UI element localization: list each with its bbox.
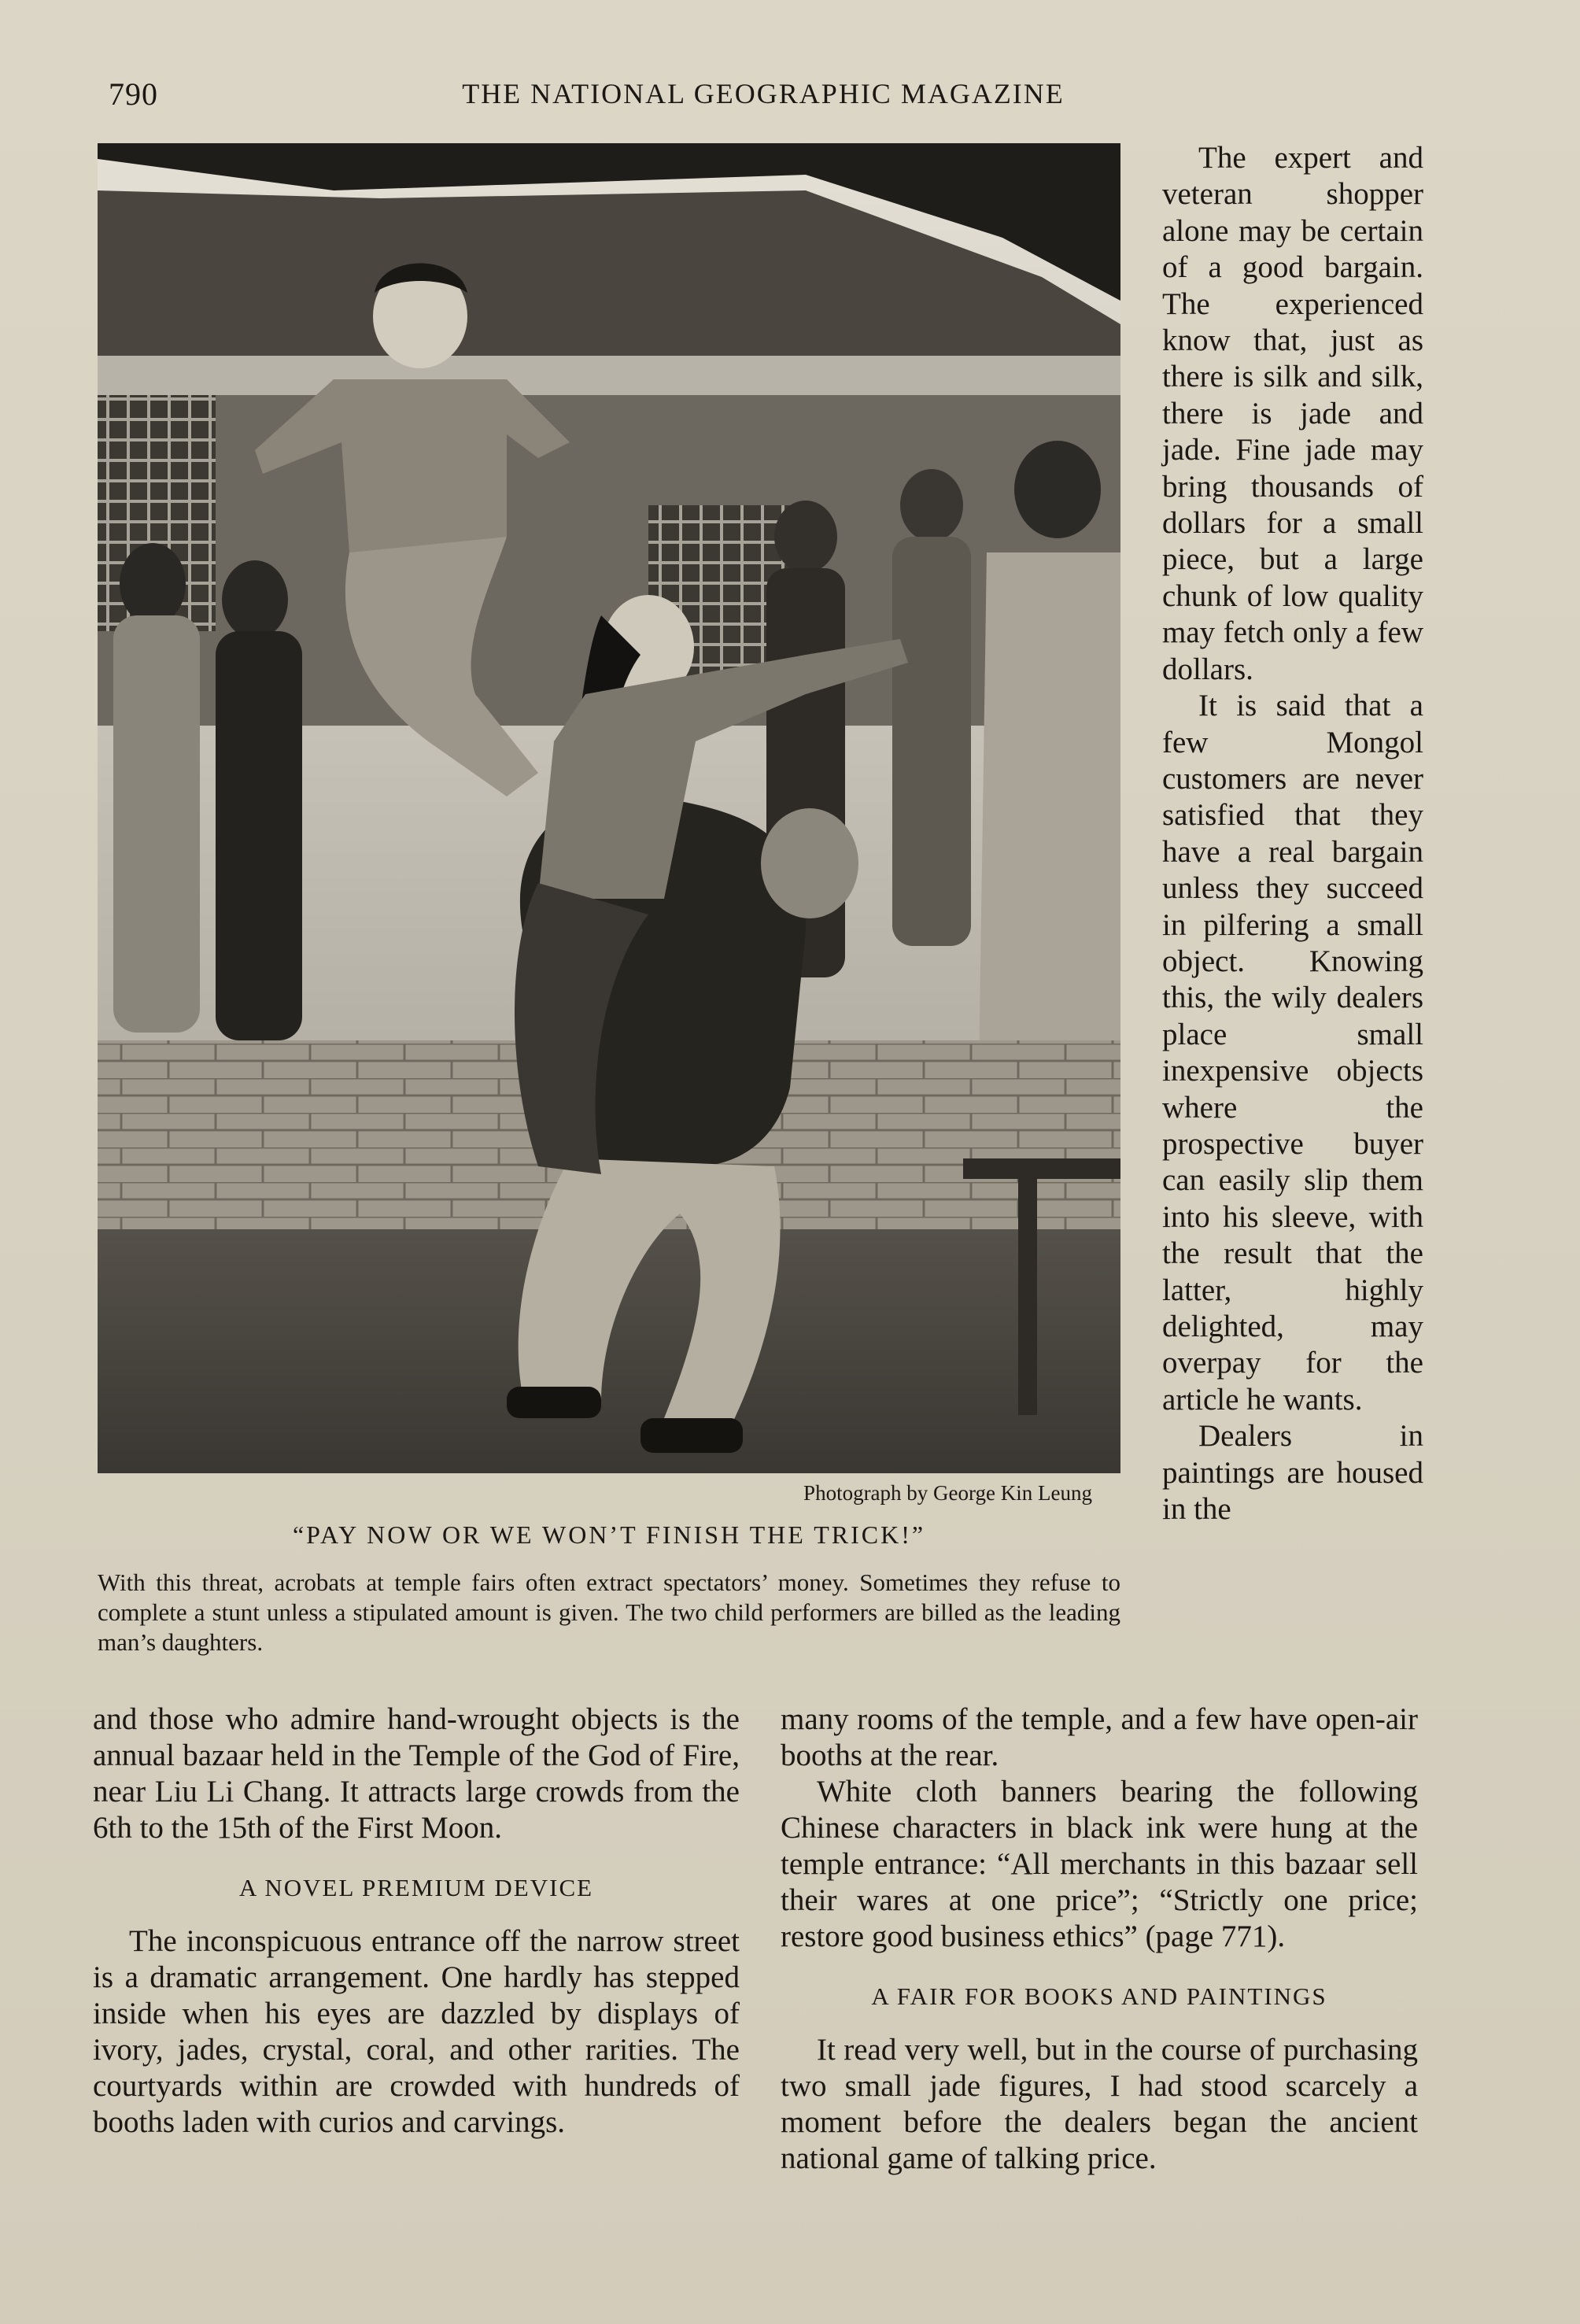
section-heading: A NOVEL PREMIUM DEVICE bbox=[238, 1874, 594, 1901]
paragraph: Dealers in paintings are housed in the bbox=[1162, 1419, 1423, 1527]
paragraph: It is said that a few Mongol customers are never satisfied that they have a real bargain unless they succeed in pilfering a small object. Knowing this, the wily dealers place small inexpensive objects where the prospective buyer can easily slip them into his sleeve, with the result that the latter, highly delighted, may overpay for the article he wants. bbox=[1162, 689, 1423, 1417]
left-column bbox=[93, 1701, 740, 2141]
page-number: 790 bbox=[109, 76, 158, 112]
caption-body: With this threat, acrobats at temple fairs often extract spectators’ money. Sometimes they refuse to complete a stunt unless a stipulated amount is given. The two child performers are billed as the leading man’s daughters. bbox=[98, 1568, 1120, 1656]
paragraph: and those who admire hand-wrought objects is the annual bazaar held in the Temple of the God of Fire, near Liu Li Chang. It attracts large crowds from the 6th to the 15th of the First Moon. bbox=[93, 1702, 740, 1845]
paragraph: many rooms of the temple, and a few have open-air booths at the rear. bbox=[781, 1702, 1418, 1772]
section-heading: A FAIR FOR BOOKS AND PAINTINGS bbox=[871, 1982, 1327, 2010]
paragraph: The inconspicuous entrance off the narrow street is a dramatic arrangement. One hardly has stepped inside when his eyes are dazzled by displays of ivory, jades, crystal, coral, and other rarities. The courtyards within are crowded with hundreds of booths laden with curios and carvings. bbox=[93, 1924, 740, 2139]
photo-credit: Photograph by George Kin Leung bbox=[803, 1481, 1092, 1505]
running-head: THE NATIONAL GEOGRAPHIC MAGAZINE bbox=[462, 78, 1065, 109]
side-column bbox=[1162, 140, 1423, 1528]
right-column bbox=[781, 1701, 1418, 2177]
paragraph: White cloth banners bearing the following Chinese characters in black ink were hung at the temple entrance: “All merchants in this bazaar sell their wares at one price”; “Strictly one price; restore good business ethics” (page 771). bbox=[781, 1775, 1418, 1953]
caption-title: “PAY NOW OR WE WON’T FINISH THE TRICK!” bbox=[292, 1520, 926, 1549]
paragraph: It read very well, but in the course of purchasing two small jade figures, I had stood scarcely a moment before the dealers began the ancient national game of talking price. bbox=[781, 2033, 1418, 2175]
acrobats-photograph bbox=[98, 143, 1120, 1473]
paragraph: The expert and veteran shopper alone may be certain of a good bargain. The experienced know that, just as there is silk and silk, there is jade and jade. Fine jade may bring thousands of dollars for a small piece, but a large chunk of low quality may fetch only a few dollars. bbox=[1162, 141, 1423, 686]
